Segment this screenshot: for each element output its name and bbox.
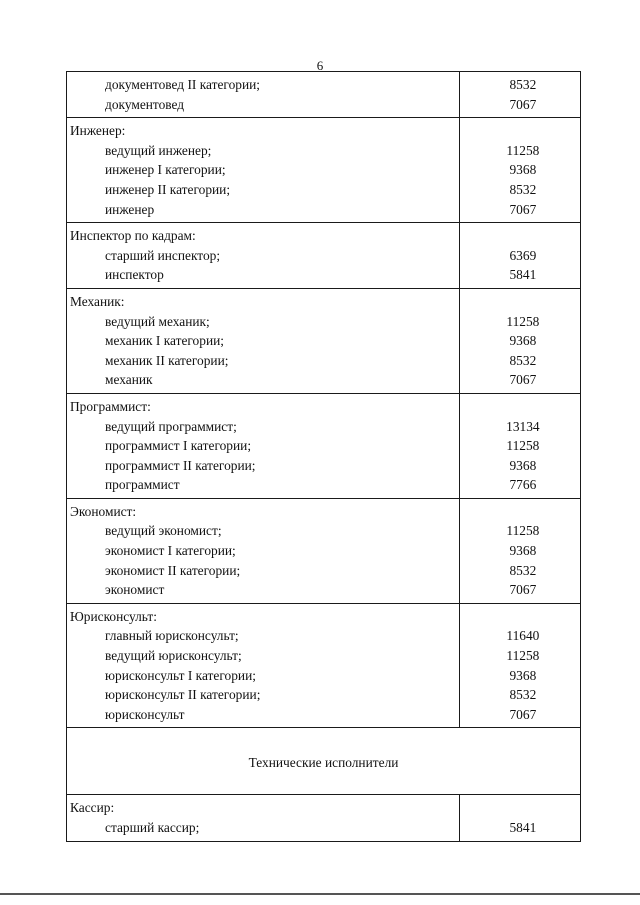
position-group-heading: Программист: — [70, 398, 151, 414]
position-group-heading: Инспектор по кадрам: — [70, 228, 196, 244]
salary-table — [66, 71, 581, 842]
position-title: механик I категории; — [105, 333, 224, 349]
position-group-heading: Юрисконсульт: — [70, 608, 157, 624]
salary-cell — [459, 223, 580, 289]
position-title: старший инспектор; — [105, 247, 221, 263]
position-title: документовед — [105, 96, 185, 112]
salary-value: 7067 — [509, 372, 537, 388]
salary-value: 11258 — [506, 438, 540, 454]
position-group-row — [67, 223, 581, 289]
salary-spacer — [460, 798, 580, 818]
position-title: ведущий программист; — [105, 418, 237, 434]
salary-value: 11258 — [506, 313, 540, 329]
position-title: юрисконсульт I категории; — [105, 667, 256, 683]
salary-value: 7067 — [509, 582, 537, 598]
salary-spacer — [460, 292, 580, 312]
position-title: инженер II категории; — [105, 181, 231, 197]
salary-value: 7067 — [509, 706, 537, 722]
salary-value: 9368 — [509, 162, 537, 178]
position-title: ведущий механик; — [105, 313, 210, 329]
position-title-cell — [67, 288, 460, 393]
salary-cell — [459, 603, 580, 728]
salary-value: 13134 — [506, 418, 540, 434]
position-group-row — [67, 795, 581, 841]
position-title-cell — [67, 603, 460, 728]
position-group-row — [67, 72, 581, 118]
position-title: документовед II категории; — [105, 77, 261, 92]
position-group-row — [67, 118, 581, 223]
salary-spacer — [460, 226, 580, 246]
position-group-row — [67, 498, 581, 603]
position-title: инженер — [105, 201, 155, 217]
salary-value: 9368 — [509, 457, 537, 473]
position-title: экономист — [105, 582, 165, 598]
salary-cell — [459, 288, 580, 393]
salary-value: 9368 — [509, 543, 537, 559]
position-group-heading: Механик: — [70, 293, 125, 309]
salary-value: 8532 — [509, 352, 537, 368]
position-group-row — [67, 603, 581, 728]
position-title: юрисконсульт — [105, 706, 185, 722]
salary-value: 11640 — [506, 628, 540, 644]
position-title-cell — [67, 795, 460, 841]
salary-value: 7067 — [509, 201, 537, 217]
salary-value: 6369 — [509, 247, 537, 263]
position-title-cell — [67, 72, 460, 118]
section-heading-cell — [67, 728, 581, 795]
salary-value: 8532 — [509, 181, 537, 197]
position-group-row — [67, 393, 581, 498]
position-title: программист I категории; — [105, 438, 252, 454]
scan-edge-line — [0, 893, 640, 895]
position-title: механик — [105, 372, 153, 388]
salary-value: 11258 — [506, 142, 540, 158]
position-title: юрисконсульт II категории; — [105, 687, 261, 703]
salary-cell — [459, 393, 580, 498]
position-title-cell — [67, 393, 460, 498]
section-row — [67, 728, 581, 795]
position-title: экономист II категории; — [105, 562, 241, 578]
salary-value: 5841 — [509, 267, 537, 283]
salary-value: 11258 — [506, 648, 540, 664]
section-heading: Технические исполнители — [248, 754, 399, 770]
salary-cell — [459, 795, 580, 841]
position-title: экономист I категории; — [105, 543, 236, 559]
position-title: ведущий экономист; — [105, 523, 222, 539]
position-title: инспектор — [105, 267, 164, 283]
salary-cell — [459, 118, 580, 223]
salary-cell — [459, 498, 580, 603]
salary-spacer — [460, 397, 580, 417]
salary-cell — [459, 72, 580, 118]
salary-spacer — [460, 607, 580, 627]
position-title: главный юрисконсульт; — [105, 628, 239, 644]
salary-spacer — [460, 121, 580, 141]
position-title: ведущий инженер; — [105, 142, 212, 158]
page-number: 6 — [316, 58, 324, 73]
position-title: программист — [105, 477, 180, 493]
position-group-row — [67, 288, 581, 393]
position-title-cell — [67, 223, 460, 289]
position-title: ведущий юрисконсульт; — [105, 648, 242, 664]
salary-value: 9368 — [509, 667, 537, 683]
salary-spacer — [460, 502, 580, 522]
position-group-heading: Кассир: — [70, 800, 115, 816]
salary-value: 11258 — [506, 523, 540, 539]
salary-value: 5841 — [509, 820, 537, 835]
position-title: инженер I категории; — [105, 162, 226, 178]
position-group-heading: Экономист: — [70, 503, 137, 519]
position-title-cell — [67, 118, 460, 223]
position-title: старший кассир; — [105, 820, 200, 835]
salary-value: 8532 — [509, 562, 537, 578]
salary-value: 8532 — [509, 77, 537, 92]
salary-value: 9368 — [509, 333, 537, 349]
salary-value: 8532 — [509, 687, 537, 703]
position-title: механик II категории; — [105, 352, 229, 368]
position-title-cell — [67, 498, 460, 603]
salary-value: 7067 — [509, 96, 537, 112]
position-group-heading: Инженер: — [70, 123, 126, 139]
salary-value: 7766 — [509, 477, 537, 493]
salary-table-body — [67, 72, 581, 842]
position-title: программист II категории; — [105, 457, 256, 473]
